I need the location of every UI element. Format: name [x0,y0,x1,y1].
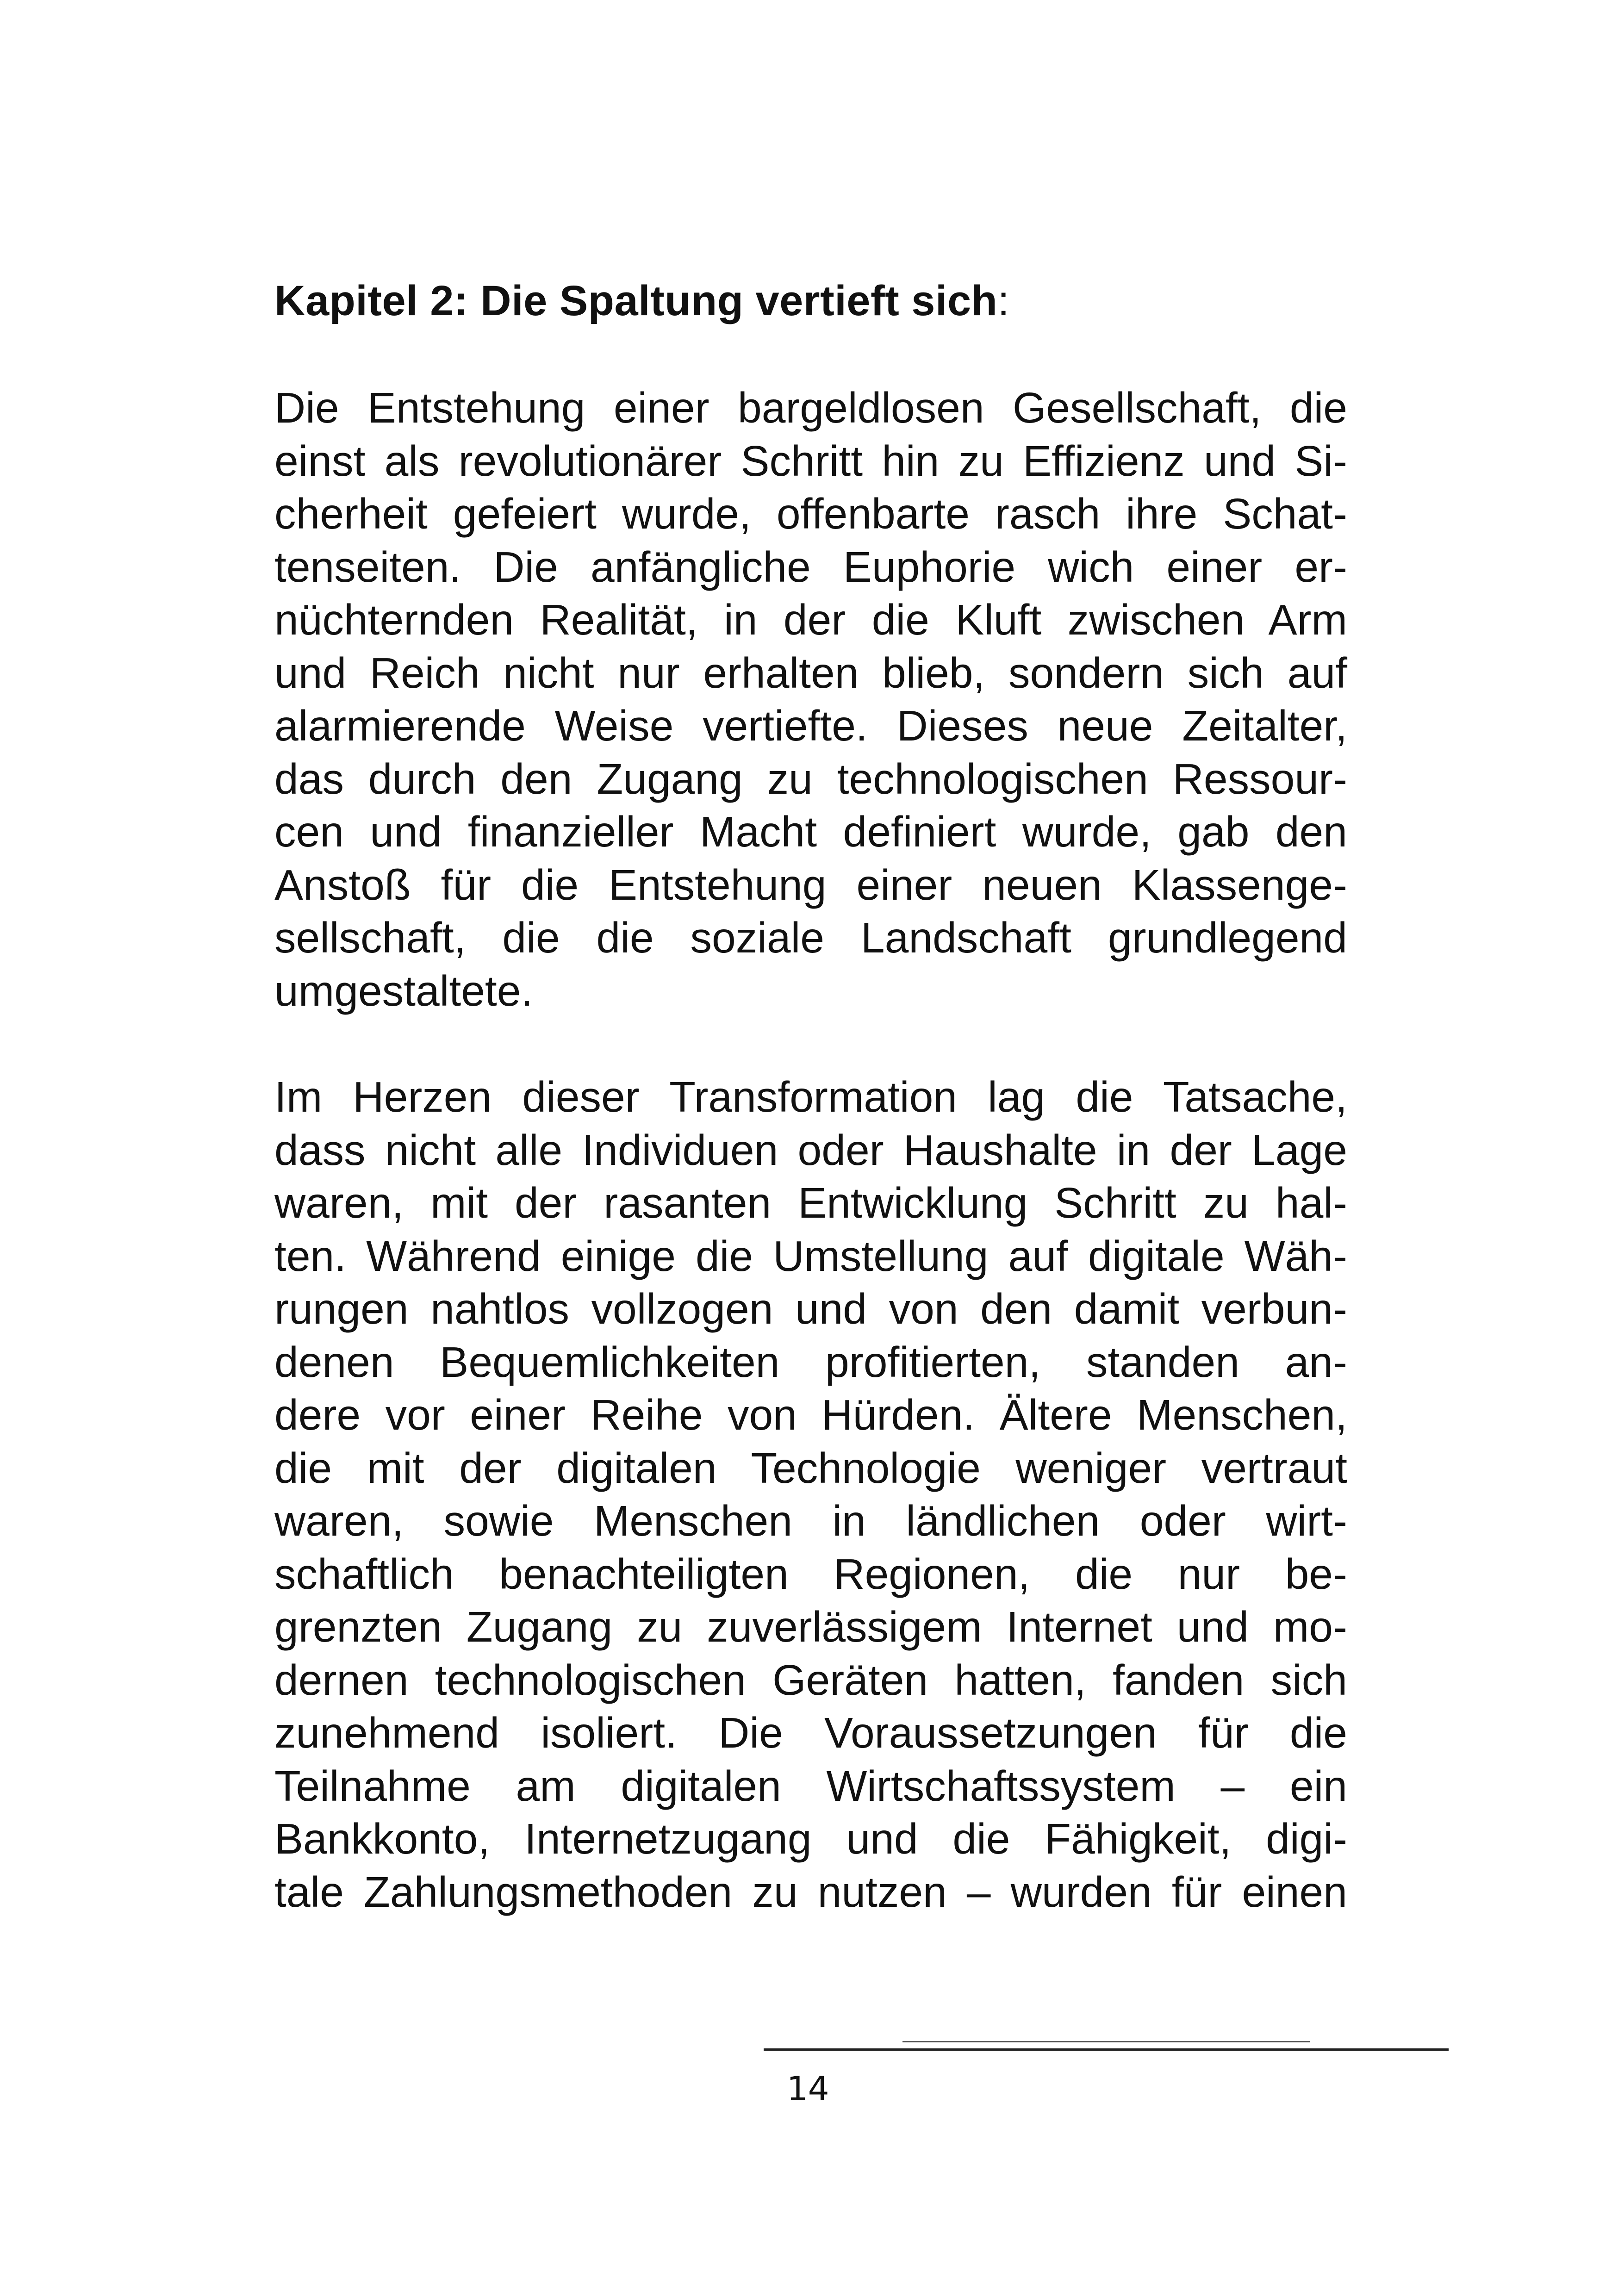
paragraph-line: ten. Während einige die Umstellung auf digitale Wäh- [274,1232,1347,1280]
paragraph-line: einst als revolutionärer Schritt hin zu Effizienz und Si- [274,436,1347,485]
paragraph-line: schaftlich benachteiligten Regionen, die nur be- [274,1549,1347,1598]
paragraph-line: Im Herzen dieser Transformation lag die Tatsache, [274,1073,1347,1121]
paragraph-line: dere vor einer Reihe von Hürden. Ältere Menschen, [274,1391,1347,1439]
paragraph-line: dass nicht alle Individuen oder Haushalte in der Lage [274,1126,1347,1174]
paragraph-line: Teilnahme am digitalen Wirtschaftssystem – ein [274,1761,1347,1810]
page-number: 14 [787,2069,829,2108]
chapter-title [274,273,1347,329]
paragraph-line: das durch den Zugang zu technologischen Ressour- [274,754,1347,803]
paragraph-line: waren, sowie Menschen in ländlichen oder wirt- [274,1497,1347,1545]
paragraph-line: dernen technologischen Geräten hatten, fanden sich [274,1655,1347,1704]
paragraph-line: cen und finanzieller Macht definiert wurde, gab den [274,808,1347,856]
chapter-title-colon: : [997,277,1010,324]
paragraph-1 [274,381,1347,1017]
paragraph-line: Bankkonto, Internetzugang und die Fähigkeit, digi- [274,1815,1347,1863]
paragraph-line: sellschaft, die die soziale Landschaft grundlegend [274,914,1347,962]
paragraph-line: grenzten Zugang zu zuverlässigem Internet und mo- [274,1603,1347,1651]
footer-divider [764,2041,1458,2060]
paragraph-2 [274,1070,1347,1918]
footer-rule-thin [902,2041,1310,2042]
paragraph-line: cherheit gefeiert wurde, offenbarte rasch ihre Schat- [274,490,1347,538]
paragraph-line: waren, mit der rasanten Entwicklung Schritt zu hal- [274,1179,1347,1227]
paragraph-line: umgestaltete. [274,966,533,1015]
paragraph-line: tale Zahlungsmethoden zu nutzen – wurden für einen [274,1867,1347,1916]
paragraph-line: denen Bequemlichkeiten profitierten, standen an- [274,1338,1347,1386]
paragraph-line: alarmierende Weise vertiefte. Dieses neue Zeitalter, [274,702,1347,750]
paragraph-line: Die Entstehung einer bargeldlosen Gesellschaft, die [274,384,1347,432]
paragraph-line: nüchternden Realität, in der die Kluft zwischen Arm [274,596,1347,644]
page-content [274,273,1347,1918]
paragraph-line: Anstoß für die Entstehung einer neuen Klassenge- [274,860,1347,909]
paragraph-line: die mit der digitalen Technologie weniger vertraut [274,1444,1347,1492]
chapter-title-text: Kapitel 2: Die Spaltung vertieft sich [274,277,998,324]
paragraph-line: tenseiten. Die anfängliche Euphorie wich einer er- [274,542,1347,591]
paragraph-line: zunehmend isoliert. Die Voraussetzungen für die [274,1709,1347,1757]
paragraph-line: und Reich nicht nur erhalten blieb, sondern sich auf [274,648,1347,697]
footer-rule-thick [764,2048,1449,2051]
paragraph-line: rungen nahtlos vollzogen und von den damit verbun- [274,1285,1347,1333]
